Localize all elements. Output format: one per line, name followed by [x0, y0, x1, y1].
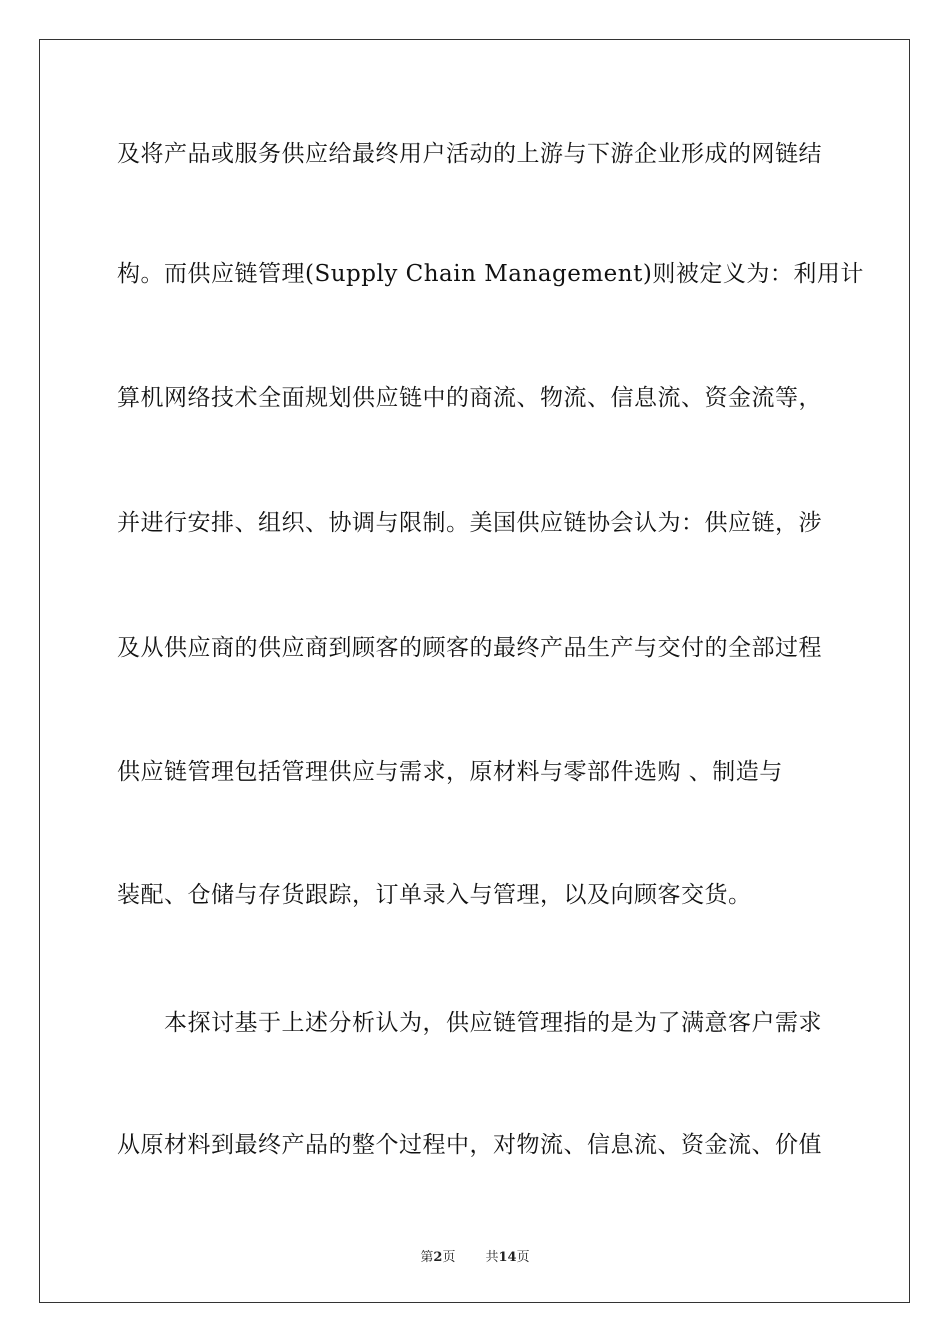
- body-line-3: 算机网络技术全面规划供应链中的商流、物流、信息流、资金流等，: [117, 385, 822, 411]
- page-footer: [0, 1246, 950, 1265]
- footer-total-prefix: 共: [485, 1250, 499, 1265]
- body-line-1: 及将产品或服务供应给最终用户活动的上游与下游企业形成的网链结: [117, 141, 822, 167]
- body-line-8: 本探讨基于上述分析认为，供应链管理指的是为了满意客户需求: [164, 1010, 822, 1036]
- footer-page-suffix: 页: [442, 1250, 456, 1265]
- footer-total-pages: 14: [498, 1250, 517, 1265]
- body-line-5: 及从供应商的供应商到顾客的顾客的最终产品生产与交付的全部过程: [117, 635, 822, 661]
- footer-total-suffix: 页: [516, 1250, 530, 1265]
- body-line-4: 并进行安排、组织、协调与限制。美国供应链协会认为：供应链，涉: [117, 510, 822, 536]
- body-line-2: 构。而供应链管理(Supply Chain Management)则被定义为：利用计: [117, 261, 864, 287]
- body-line-6: 供应链管理包括管理供应与需求，原材料与零部件选购 、制造与: [117, 759, 783, 785]
- page-border: [39, 39, 910, 1303]
- footer-page-prefix: 第: [420, 1250, 434, 1265]
- body-line-7: 装配、仓储与存货跟踪，订单录入与管理，以及向顾客交货。: [117, 882, 752, 908]
- footer-page-number: 2: [433, 1250, 443, 1265]
- body-line-9: 从原材料到最终产品的整个过程中，对物流、信息流、资金流、价值: [117, 1132, 822, 1158]
